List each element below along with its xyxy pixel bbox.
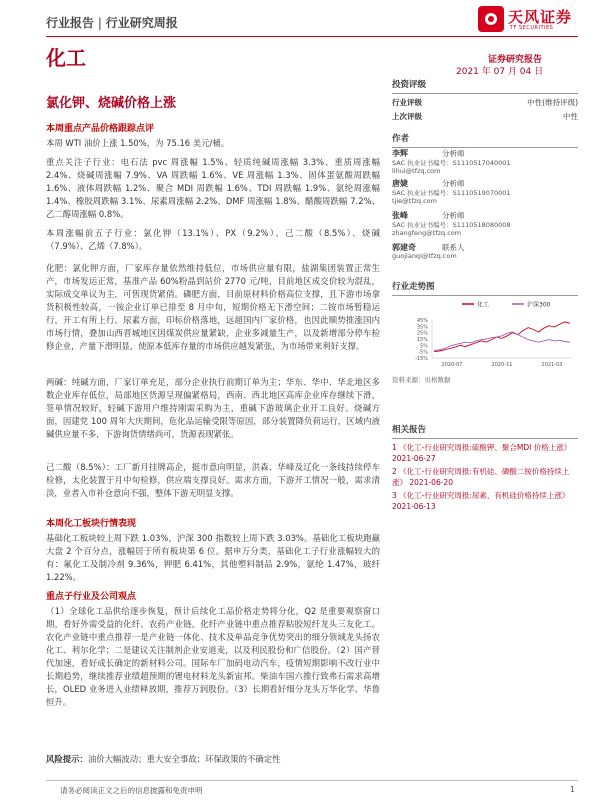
risk-line: [46, 753, 380, 766]
industry-rating-row: [392, 97, 578, 111]
author-role: 分析师: [442, 211, 465, 220]
page-title: 化工: [46, 46, 86, 70]
author-email: guojianqi@tfzq.com: [392, 252, 457, 260]
report-tag-right: 行业研究周报: [105, 16, 178, 30]
author-cert: SAC 执业证书编号：S1110519070001: [392, 189, 511, 197]
section-heading-views: 重点子行业及公司观点: [46, 592, 137, 602]
industry-rating-label: 行业评级: [392, 98, 422, 107]
related-divider: [392, 438, 578, 439]
y-tick-label: 5%: [420, 343, 428, 350]
author-cert: SAC 执业证书编号：S1110517040001: [392, 159, 511, 167]
logo-mark-icon: [478, 6, 504, 32]
paragraph-wti: 本周 WTI 油价上涨 1.50%，为 75.16 美元/桶。: [46, 138, 230, 148]
report-tag-sep: |: [94, 16, 106, 30]
paragraph-alkali: 两碱：纯碱方面，厂家订单充足，部分企业执行前期订单为主；华东、华中、华北地区多数企业库存低位，局部地区货源呈现偏紧格局，西南、西北地区高库企业库存继续下滑，签单情况较好，轻碱下游用户维持刚需采购为主，重碱下游玻璃企业开工良好。烧碱方面，因建党 100 周年大庆期间，危化品运输受限等原因，部分装置降负荷运行，区域内液碱供应量不多，下游询货情绪尚可，货源表现紧张。: [46, 377, 380, 439]
related-heading: 相关报告: [392, 425, 427, 435]
author-email: zhangfeng@tfzq.com: [392, 229, 462, 237]
section-heading-market: 本周化工板块行情表现: [46, 519, 137, 529]
trend-section: [392, 280, 578, 296]
author-card: [392, 148, 578, 175]
prev-rating-row: [392, 111, 578, 125]
author-cert: SAC 执业证书编号：S1110518080008: [392, 221, 511, 229]
author-role: 分析师: [442, 179, 465, 188]
x-tick-label: 2021-03: [541, 362, 563, 368]
author-list: [392, 148, 578, 260]
author-email: lihui@tfzq.com: [392, 167, 441, 175]
y-tick-label: 35%: [416, 324, 428, 331]
section-heading-prices: 本周重点产品价格跟踪点评: [46, 124, 155, 134]
report-tag-left: 行业报告: [46, 16, 95, 30]
tf-securities-logo: [478, 6, 578, 36]
y-tick-label: -5%: [418, 349, 428, 356]
paragraph-adipic: 己二酸（8.5%）：工厂新月挂牌高企，挺市意向明显，洪森、华峰及辽化一条线持续停车检修，太化装置于月中旬检修，供应端支撑良好。需求方面，下游开工情况一般，需求清淡，业者入市补仓意向不强，整体下游无明显支撑。: [46, 462, 380, 498]
paragraph-subindustries: 重点关注子行业：电石法 pvc 周涨幅 1.5%、轻质纯碱周涨幅 3.3%、重质周涨幅 2.4%、烧碱周涨幅 7.9%、VA 周跌幅 1.6%、VE 周涨幅 1.3%、固体蛋氨酸周跌幅 1.6%、液体周跌幅 1.2%、聚合 MDI 周跌幅 1.6%、TDI 周跌幅 1.9%、氨纶周涨幅 1.4%、橡胶周跌幅 3.1%、尿素周涨幅 2.2%、DMF 周涨幅 1.8%、醋酸周跌幅 7.2%、乙二醇周涨幅 0.8%。: [46, 157, 380, 219]
author-card: [392, 242, 578, 260]
risk-label: 风险提示：: [46, 754, 88, 764]
paragraph-views: （1）全球化工品供给逐步恢复，预计后续化工品价格走势将分化，Q2 是重要观察窗口期，看好外需受益的化纤、农药产业链。化纤产业链中重点推荐粘胶短纤龙头三友化工。农化产业链中重点推荐一是产业链一体化、技术及单品竞争优势突出的细分领域龙头扬农化工、利尔化学；二是建议关注制剂企业安道麦，以及利民股份和广信股份。（2）国产替代加速，看好成长确定的新材料公司。国际车厂加码电动汽车，疫情短期影响不改行业中长期趋势，继续推荐业绩超预期的锂电材料龙头新宙邦。柴油车国六推行致弗石需求高增长，OLED 业务进入业绩释放期，推荐万润股份。（3）长期看好细分龙头万华化学、华鲁恒升。: [46, 606, 380, 707]
prev-rating-value: 中性: [563, 112, 578, 121]
related-report-link[interactable]: 2 《化工-行业研究周报:有机硅、磷酸二铵价格持续上涨》 2021-06-20: [392, 467, 570, 487]
author-role: 分析师: [442, 149, 465, 158]
prev-rating-label: 上次评级: [392, 112, 422, 121]
paragraph-top5: 本周涨幅前五子行业：氯化钾（13.1%）、PX（9.2%）、己二酸（8.5%）、烧碱（7.9%）、乙烯（7.8%）。: [46, 228, 380, 251]
authors-section: [392, 132, 578, 148]
disclaimer-note: 请务必阅读正文之后的信息披露和免责申明: [60, 786, 203, 795]
author-card: [392, 210, 578, 237]
footer-divider: [46, 780, 578, 781]
report-subtitle: 氯化钾、烧碱价格上涨: [46, 96, 177, 111]
y-tick-label: 45%: [416, 318, 428, 324]
paragraph-fertilizer: 化肥：氯化钾方面，厂家库存量依然维持低位，市场供应量有限，盐湖集团装置正常生产，市场发运正常，基准产品 60%粉晶到站价 2770 元/吨，目前地区成交价较为混乱，实际成交单议为主，可售现货紧俏。磷肥方面，目前原材料价格高位支撑，且下游市场拿货积极性较高，一铵企业订单已排至 8 月中旬，短期价格无下滑空间；二铵市场暂稳运行，开工有所上行。尿素方面，印标价格落地，远超国内厂家价格，也因此顺势推涨国内市场行情，叠加山西晋城地区因煤炭供应量紧缺，企业多减量生产，以及新增部分停车检修企业，产量下滑明显，使原本低库存量的市场供应越发紧张，为市场带来利好支撑。: [46, 263, 380, 351]
chart-x-ticks: [442, 362, 563, 368]
y-tick-label: -15%: [415, 356, 428, 362]
rating-divider: [392, 93, 578, 94]
x-tick-label: 2020-07: [441, 362, 463, 368]
logo-en-text: TF SECURITIES: [510, 25, 554, 31]
chart-y-ticks: [415, 318, 428, 362]
report-type: 证券研究报告: [488, 55, 543, 65]
rating-section: [392, 78, 578, 125]
industry-rating-value: 中性(维持评级): [527, 98, 578, 107]
report-category: [46, 14, 178, 31]
related-report-link[interactable]: 3 《化工-行业研究周报:尿素、有机硅价格持续上涨》 2021-06-13: [392, 491, 570, 511]
author-name: 李辉: [392, 149, 408, 158]
y-tick-label: 15%: [416, 337, 428, 343]
trend-heading: 行业走势图: [392, 282, 435, 292]
x-tick-label: 2020-11: [491, 362, 513, 368]
author-name: 郭建奇: [392, 243, 416, 252]
logo-cn-text: 天风证券: [508, 8, 573, 26]
paragraph-market: 基础化工板块较上周下跌 1.03%，沪深 300 指数较上周下跌 3.03%。基础化工板块跑赢大盘 2 个百分点，涨幅居于所有板块第 6 位。据申万分类，基础化工子行业涨幅较大的有：氟化工及制冷剂 9.36%，钾肥 6.41%，其他塑料制品 2.9%，氨纶 1.47%，玻纤 1.22%。: [46, 533, 380, 582]
author-email: tjie@tfzq.com: [392, 197, 437, 205]
series-line: [434, 322, 570, 352]
author-name: 唐婕: [392, 179, 408, 188]
related-report-link[interactable]: 1 《化工-行业研究周报:硫酸钾、聚合MDI 价格上涨》 2021-06-27: [392, 443, 572, 463]
author-card: [392, 178, 578, 205]
author-name: 张峰: [392, 211, 408, 220]
related-section: [392, 423, 578, 512]
chart-source: 资料来源：贝格数据: [392, 376, 451, 384]
header-divider: [46, 36, 578, 37]
page-number: 1: [570, 785, 575, 794]
report-date: 2021 年 07 月 04 日: [456, 67, 544, 77]
risk-text: 油价大幅波动；重大安全事故；环保政策的不确定性: [87, 754, 281, 764]
y-tick-label: 25%: [416, 330, 428, 337]
legend-label: 化工: [477, 301, 490, 309]
authors-heading: 作者: [392, 134, 410, 144]
industry-trend-chart: [392, 296, 578, 372]
author-role: 联系人: [442, 243, 465, 252]
legend-label: 沪深300: [527, 301, 551, 309]
rating-heading: 投资评级: [392, 80, 427, 90]
chart-lines: [434, 322, 570, 352]
chart-legend: [462, 301, 551, 309]
